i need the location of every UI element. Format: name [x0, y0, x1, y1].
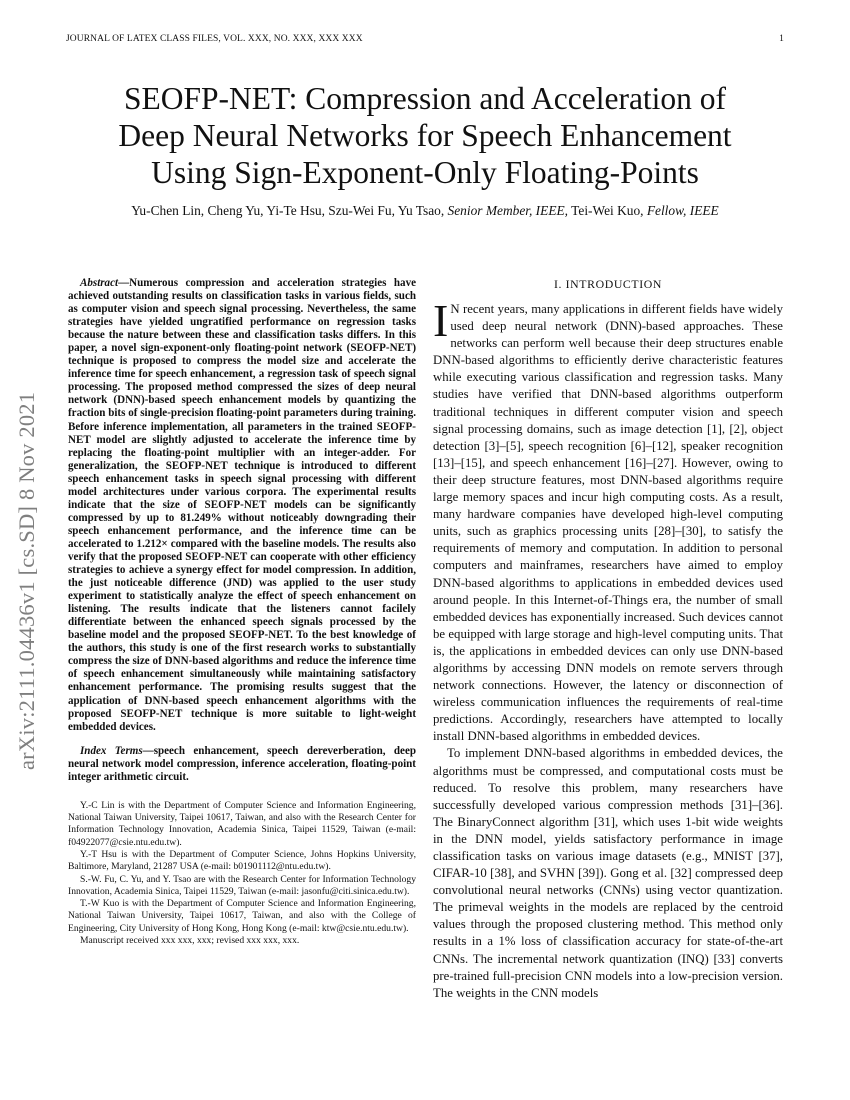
index-terms-text: —speech enhancement, speech dereverberation, deep neural network model compression, inference acceleration, floating-point integer arithmetic circuit. — [68, 744, 416, 783]
journal-name: JOURNAL OF LATEX CLASS FILES, VOL. XXX, NO. XXX, XXX XXX — [66, 34, 363, 44]
introduction-body — [433, 295, 783, 1002]
paragraph: To implement DNN-based algorithms in embedded devices, the algorithms must be compressed, and computational costs must be reduced. To resolve this problem, many researchers have successfully developed various compression methods [31]–[36]. The BinaryConnect algorithm [31], which uses 1-bit wide weights in the DNN model, yields satisfactory performance in image classification tasks on various image datasets (e.g., MNIST [37], CIFAR-10 [38], and SVHN [39]). Gong et al. [32] compressed deep convolutional neural networks (CNNs) using vector quantization. The primeval weights in the models are replaced by the centroid values through the proposed clustering method. This method only results in a 1% loss of classification accuracy for state-of-the-art CNNs. The incremental network quantization (INQ) [33] converts pre-trained full-precision CNN models into a low-precision version. The weights in the CNN models — [433, 746, 783, 1000]
footnote: S.-W. Fu, C. Yu, and Y. Tsao are with the Research Center for Information Technology Innovation, Academia Sinica, Taipei 11529, Taiwan (e-mail: jasonfu@citi.sinica.edu.tw). — [68, 873, 416, 897]
abstract-text: —Numerous compression and acceleration strategies have achieved outstanding results on classification tasks in various fields, such as computer vision and speech signal processing. Nevertheless, the same strategies have yielded ungratified performance on regression tasks because the nature between these and classification tasks differs. In this paper, a novel sign-exponent-only floating-point network (SEOFP-NET) technique is proposed to compress the model size and accelerate the inference time for speech enhancement, a regression task of speech signal processing. The proposed method compressed the sizes of deep neural network (DNN)-based speech enhancement models by quantizing the fraction bits of single-precision floating-point parameters during training. Before inference implementation, all parameters in the trained SEOFP-NET model are slightly adjusted to accelerate the inference time by replacing the floating-point multiplier with an integer-adder. For generalization, the SEOFP-NET technique is introduced to different speech enhancement tasks in speech signal processing with different model architectures under various corpora. The experimental results indicate that the size of SEOFP-NET models can be significantly compressed by up to 81.249% without noticeably downgrading their speech enhancement performance, and the inference time can be accelerated to 1.212× compared with the baseline models. The results also verify that the proposed SEOFP-NET can cooperate with other efficiency strategies to achieve a synergy effect for model compression. In addition, the just noticeable difference (JND) was applied to the user study experiment to statistically analyze the effect of speech enhancement on listening. The results indicate that the listeners cannot facilely differentiate between the enhanced speech signals processed by the baseline model and the proposed SEOFP-NET. To the best knowledge of the authors, this study is one of the first research works to substantially compress the size of DNN-based algorithms and reduce the inference time of speech enhancement simultaneously while maintaining satisfactory enhancement performance. The promising results suggest that the application of DNN-based speech enhancement algorithms with the proposed SEOFP-NET technique is more suitable to light-weight embedded devices. — [68, 277, 416, 733]
author-list — [40, 203, 810, 219]
footnote: Y.-C Lin is with the Department of Computer Science and Information Engineering, National Taiwan University, Taipei 10617, Taiwan, and also with the Research Center for Information Technology Innovation, Academia Sinica, Taipei 11529, Taiwan (e-mail: f04922077@csie.ntu.edu.tw). — [68, 799, 416, 848]
arxiv-identifier: arXiv:2111.04436v1 [cs.SD] 8 Nov 2021 — [14, 391, 39, 770]
index-terms — [68, 745, 416, 784]
section-number: I. — [554, 277, 563, 291]
authors-part: Yu-Chen Lin, Cheng Yu, Yi-Te Hsu, Szu-Wei Fu, Yu Tsao, — [131, 203, 448, 218]
paragraph-text: N recent years, many applications in different fields have widely used deep neural network (DNN)-based approaches. These networks can perform well because their deep structures enable DNN-based algorithms to efficiently derive characteristic features while executing various classification and regression tasks. Many studies have verified that DNN-based algorithms outperform traditional techniques in different computer vision and speech signal processing domains, such as image detection [1], [2], object detection [3]–[5], speech recognition [6]–[12], speaker recognition [13]–[15], and speech enhancement [16]–[27]. However, owing to their deep structure features, most DNN-based algorithms require large memory spaces and incur high computing costs. As a result, many hardware companies have developed high-level computing units, such as graphics processing units [28]–[30], to satisfy the requirements of memory and computation. In addition to personal computers and mainframes, researchers have aimed to employ DNN-based algorithms to applications in embedded devices used around people. In this Internet-of-Things era, the number of small embedded devices has exponentially increased. Such devices cannot be equipped with large storage and high-level computing units. That is, the applications in embedded devices can only use DNN-based algorithms by accessing DNN models on remote servers through network connections. However, the latency or disconnection of wireless communication influences the requirements of real-time predictions. Accordingly, researchers have attempted to locally install DNN-based algorithms in embedded devices. — [433, 302, 783, 744]
footnote: Manuscript received xxx xxx, xxx; revised xxx xxx, xxx. — [80, 935, 300, 947]
author-role: Fellow, IEEE — [646, 203, 719, 218]
section-heading — [433, 277, 783, 292]
drop-cap: I — [433, 295, 449, 346]
page-number: 1 — [779, 34, 784, 44]
paragraph — [433, 295, 783, 745]
authors-part: Tei-Wei Kuo, — [568, 203, 647, 218]
footnote: T.-W Kuo is with the Department of Computer Science and Information Engineering, National Taiwan University, Taipei 10617, Taiwan, and also with the College of Engineering, City University of Hong Kong, Hong Kong (e-mail: ktw@csie.ntu.edu.tw). — [68, 898, 416, 934]
right-column — [433, 277, 783, 1002]
running-header — [66, 34, 784, 48]
author-role: Senior Member, IEEE, — [447, 203, 569, 218]
abstract-label: Abstract — [80, 277, 119, 289]
index-terms-label: Index Terms — [80, 744, 143, 757]
affiliation-footnotes — [68, 800, 416, 948]
title-line: Using Sign-Exponent-Only Floating-Points — [151, 155, 699, 190]
left-column — [68, 277, 416, 947]
abstract — [68, 277, 416, 734]
footnote: Y.-T Hsu is with the Department of Computer Science, Johns Hopkins University, Baltimore, Maryland, 21287 USA (e-mail: b01901112@ntu.edu.tw). — [68, 848, 416, 873]
title-line: Deep Neural Networks for Speech Enhancement — [118, 118, 732, 153]
title-line: SEOFP-NET: Compression and Acceleration of — [123, 81, 727, 116]
section-title: INTRODUCTION — [565, 277, 662, 291]
paper-title — [60, 80, 790, 191]
